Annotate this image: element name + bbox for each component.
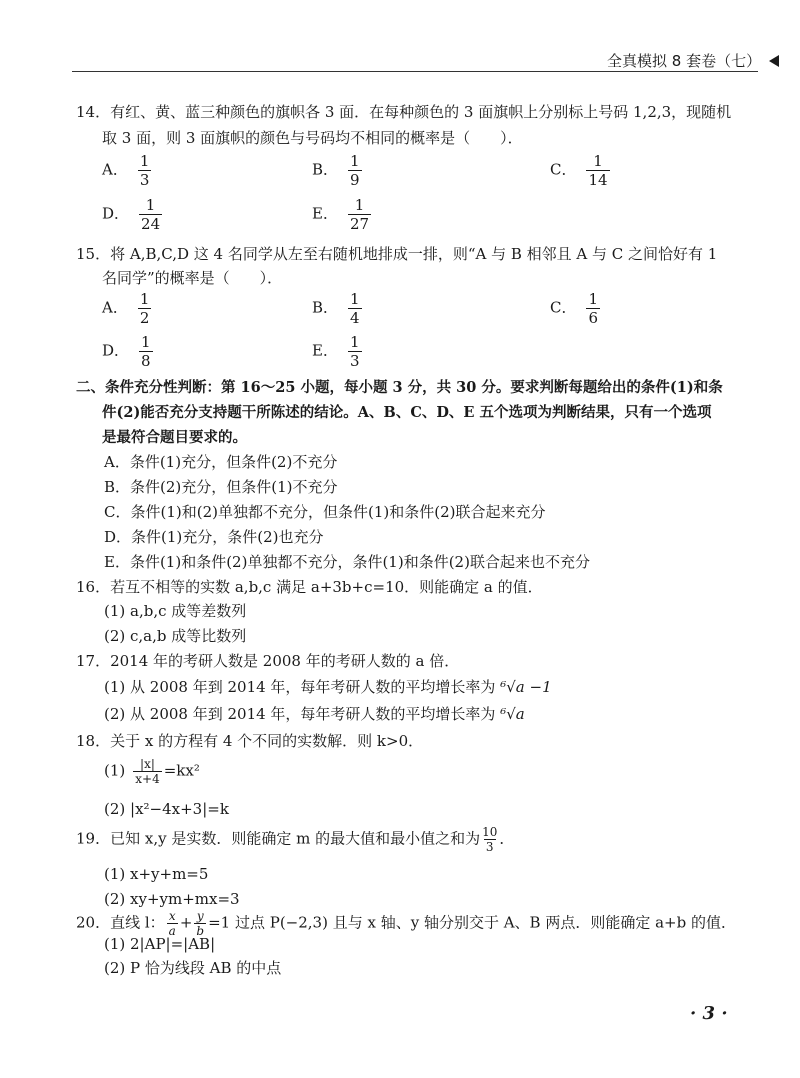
choice-c: C．条件(1)和(2)单独都不充分，但条件(1)和条件(2)联合起来充分 bbox=[104, 503, 546, 521]
choice-e: E．条件(1)和条件(2)单独都不充分，条件(1)和条件(2)联合起来也不充分 bbox=[104, 553, 590, 571]
q14-option-b: B． $\frac{1}{9}$ bbox=[312, 152, 360, 189]
q14-line1: 14．有红、黄、蓝三种颜色的旗帜各 3 面．在每种颜色的 3 面旗帜上分别标上号码 1,2,3，现随机 bbox=[76, 103, 732, 121]
q19-stem: 19．已知 x,y 是实数．则能确定 m 的最大值和最小值之和为 $\frac{10}{3}$ ． bbox=[76, 825, 515, 854]
q14-option-e: E． $\frac{1}{27}$ bbox=[312, 196, 370, 233]
q15-option-e: E． $\frac{1}{3}$ bbox=[312, 333, 360, 370]
header-title: 全真模拟 8 套卷（七） bbox=[607, 52, 762, 70]
q14-option-d: D． $\frac{1}{24}$ bbox=[102, 196, 161, 233]
q16-stem: 16．若互不相等的实数 a,b,c 满足 a+3b+c=10．则能确定 a 的值． bbox=[76, 578, 543, 596]
q20-condition-1: (1) 2|AP|=|AB| bbox=[104, 935, 216, 953]
choice-b: B．条件(2)充分，但条件(1)不充分 bbox=[104, 478, 338, 496]
q20-condition-2: (2) P 恰为线段 AB 的中点 bbox=[104, 959, 282, 977]
q15-line1: 15．将 A,B,C,D 这 4 名同学从左至右随机地排成一排，则“A 与 B 相邻且 A 与 C 之间恰好有 1 bbox=[76, 245, 718, 263]
q18-condition-1: (1) $\frac{|x|}{x+4}$ =kx² bbox=[104, 757, 200, 786]
q18-condition-2: (2) |x²−4x+3|=k bbox=[104, 800, 229, 818]
q15-option-b: B． $\frac{1}{4}$ bbox=[312, 290, 360, 327]
choice-d: D．条件(1)充分，条件(2)也充分 bbox=[104, 528, 324, 546]
q17-stem: 17．2014 年的考研人数是 2008 年的考研人数的 a 倍． bbox=[76, 652, 460, 670]
section2-line2: 件(2)能否充分支持题干所陈述的结论。A、B、C、D、E 五个选项为判断结果，只有一个选项 bbox=[102, 404, 712, 421]
q18-stem: 18．关于 x 的方程有 4 个不同的实数解．则 k>0． bbox=[76, 732, 424, 750]
q16-condition-2: (2) c,a,b 成等比数列 bbox=[104, 627, 247, 645]
q17-condition-2: (2) 从 2008 年到 2014 年，每年考研人数的平均增长率为 ⁶√a bbox=[104, 705, 525, 723]
q20-stem: 20．直线 l： $\frac{x}{a}$ + $\frac{y}{b}$ =1 过点 P(−2,3) 且与 x 轴、y 轴分别交于 A、B 两点．则能确定 a+b 的值． bbox=[76, 909, 736, 938]
page-number: · 3 · bbox=[690, 1003, 728, 1024]
triangle-marker-icon bbox=[769, 55, 779, 67]
q15-option-d: D． $\frac{1}{8}$ bbox=[102, 333, 151, 370]
choice-a: A．条件(1)充分，但条件(2)不充分 bbox=[104, 453, 338, 471]
q19-condition-2: (2) xy+ym+mx=3 bbox=[104, 890, 240, 908]
section2-line3: 是最符合题目要求的。 bbox=[102, 429, 247, 446]
q14-option-c: C． $\frac{1}{14}$ bbox=[550, 152, 608, 189]
q15-option-a: A． $\frac{1}{2}$ bbox=[102, 290, 150, 327]
q19-condition-1: (1) x+y+m=5 bbox=[104, 865, 209, 883]
q14-option-a: A． $\frac{1}{3}$ bbox=[102, 152, 150, 189]
q16-condition-1: (1) a,b,c 成等差数列 bbox=[104, 602, 247, 620]
header-rule bbox=[72, 71, 758, 72]
q17-condition-1: (1) 从 2008 年到 2014 年，每年考研人数的平均增长率为 ⁶√a −1 bbox=[104, 678, 552, 696]
q15-option-c: C． $\frac{1}{6}$ bbox=[550, 290, 599, 327]
running-header bbox=[607, 50, 779, 71]
q14-line2: 取 3 面，则 3 面旗帜的颜色与号码均不相同的概率是（ ）． bbox=[102, 129, 523, 147]
section2-line1: 二、条件充分性判断：第 16～25 小题，每小题 3 分，共 30 分。要求判断每题给出的条件(1)和条 bbox=[76, 379, 723, 396]
q15-line2: 名同学”的概率是（ ）． bbox=[102, 269, 283, 287]
